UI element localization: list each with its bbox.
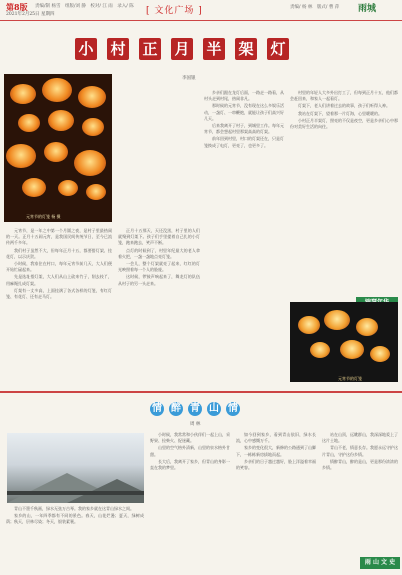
editor-meta: 责编/制 杨雪 组版/刘 静 校对/ 江 雨 录入/ 陈 xyxy=(35,4,134,9)
title-char: 正 xyxy=(139,38,161,60)
paragraph: 长大后，我离开了家乡，但青山的身影一直在我的梦里。 xyxy=(150,458,230,471)
paragraph: 小时候，我常常和小伙伴们一起上山，采野果、捡柴火、捉迷藏。 xyxy=(150,432,230,444)
paragraph: 小时候，我家住在村口，每年元宵节前几天，大人们便开始忙碌起来。 xyxy=(6,261,112,273)
paragraph: 后来我离开了村子，到城里工作。每年元宵节，都会想起村里那架高高的灯架。 xyxy=(204,123,284,135)
paragraph: 青山不墨千秋画，绿水无弦万古琴。我的家乡就在这青山绿水之间。 xyxy=(14,506,134,511)
title-char: 情 xyxy=(152,403,162,414)
title-char: 情 xyxy=(228,403,238,414)
paragraph: 站在山顶，远眺群山，我深深地爱上了这片土地。 xyxy=(322,432,398,444)
title-char: 灯 xyxy=(267,38,289,60)
paragraph: 我站在灯架下，望着那一片灯海，心里暖暖的。 xyxy=(298,110,382,116)
paragraph: 小村正月半架灯，照亮的不仅是夜空，更是乡亲们心中那份对美好生活的向往。 xyxy=(290,117,398,130)
lantern-photo xyxy=(4,74,112,222)
paragraph: 这时候，锣鼓声响起来了，舞龙灯的队伍从村子的另一头走来。 xyxy=(118,274,200,286)
article1-column-4 xyxy=(290,90,398,290)
layout-credits: 责编/ 杨 林 版式/ 曹 萍 xyxy=(290,5,340,10)
title-char: 半 xyxy=(203,38,225,60)
paragraph: 乡亲们跟在龙灯后面，一路走一路看，从村头走到村尾，热闹非凡。 xyxy=(204,90,284,102)
article1-column-1 xyxy=(6,228,112,388)
paragraph: 前年回到村里，村口的灯架还在，只是灯笼换成了电灯，更亮了，也更多了。 xyxy=(204,136,284,148)
mountain-photo xyxy=(7,433,144,503)
section-title: [ 文化广场 ] xyxy=(146,6,203,16)
photo-caption-2: 元宵节的灯笼 xyxy=(338,376,362,381)
article1-title xyxy=(75,38,289,60)
paragraph: 家乡的变化很大，新修的公路通到了山脚下，一栋栋新房拔地而起。 xyxy=(236,445,316,457)
paragraph: 如今回到家乡，看到青山依旧，绿水长流，心中感慨万千。 xyxy=(236,432,316,444)
title-char: 山 xyxy=(209,403,219,414)
paragraph: 元宵节，是一年之中第一个月圆之夜，是村子里最热闹的一天。正月十五闹元宵，是我国民间传统节日，至今已流传两千多年。 xyxy=(6,228,112,246)
lantern-photo-2 xyxy=(290,302,398,382)
article2-title xyxy=(150,402,240,416)
newspaper-logo: 雨城 xyxy=(358,4,377,14)
article2-column-1 xyxy=(6,506,144,570)
title-char: 醉 xyxy=(171,403,181,414)
issue-date: 2021年2月25日 星期四 xyxy=(6,12,55,17)
paragraph: 那时候的元宵节，没有现在这么多娱乐活动，一盏灯、一串鞭炮，就能让孩子们高兴好几天。 xyxy=(204,103,284,121)
paragraph: 我们村子虽然不大，但每年正月十五，都要搭灯架、挂花灯，以示庆贺。 xyxy=(6,247,112,259)
paragraph: 先是选址搭灯架，大人们从山上砍来竹子，削去枝丫，用麻绳扎成灯架。 xyxy=(6,274,112,286)
paragraph: 一会儿，整个灯架就亮了起来，红红的灯光映照着每一个人的脸庞。 xyxy=(118,261,200,273)
page-number: 第8版 xyxy=(6,2,28,12)
title-char: 小 xyxy=(75,38,97,60)
title-char: 月 xyxy=(171,38,193,60)
article2-author: 周 林 xyxy=(190,422,201,427)
paragraph: 村里的年轻人大多外出打工了，但每到正月十五，他们都会赶回来，和家人一起看灯。 xyxy=(290,90,398,102)
article1-author: 李国银 xyxy=(182,76,196,81)
column-badge-2: 雨 山 文 史 xyxy=(360,557,400,569)
section-divider xyxy=(0,391,402,393)
paragraph: 点灯的时候到了，村里年纪最大的老人拿着火把，一盏一盏地点亮灯笼。 xyxy=(118,247,200,259)
paragraph: 灯架下，老人们讲着过去的故事，孩子们听得入神。 xyxy=(298,103,390,109)
title-char: 架 xyxy=(235,38,257,60)
article2-column-4 xyxy=(322,432,398,554)
article1-column-3 xyxy=(204,90,284,388)
paragraph: 情醉青山，醉的是山，更是那份浓浓的乡情。 xyxy=(322,458,398,471)
photo-caption: 元宵节的灯笼 杨 摄 xyxy=(26,214,61,219)
paragraph: 青山不老，情意长存。我愿永远守护这片青山，守护这份乡情。 xyxy=(322,445,398,457)
article2-column-3 xyxy=(236,432,316,570)
article1-column-2 xyxy=(118,228,200,388)
paragraph: 灯架有一丈多高，上面挂满了各式各样的灯笼，有红灯笼、有花灯、还有走马灯。 xyxy=(6,287,112,300)
paragraph: 山里的空气格外清新，山里的泉水格外甘甜。 xyxy=(150,445,230,457)
title-char: 青 xyxy=(190,403,200,414)
title-char: 村 xyxy=(107,38,129,60)
page-header xyxy=(0,0,402,21)
paragraph: 家乡的山，一年四季都有不同的景色。春天，山花烂漫；夏天，绿树成荫；秋天，层林尽染；冬天，银装素裹。 xyxy=(6,513,144,525)
article2-column-2 xyxy=(150,432,230,570)
paragraph: 正月十五那天，天还没黑，村子里的人们就聚到灯架下。孩子们手里提着自己扎的小灯笼，跑来跑去，笑声不断。 xyxy=(118,228,200,246)
paragraph: 乡亲们的日子越过越好，脸上洋溢着幸福的笑容。 xyxy=(236,458,316,471)
